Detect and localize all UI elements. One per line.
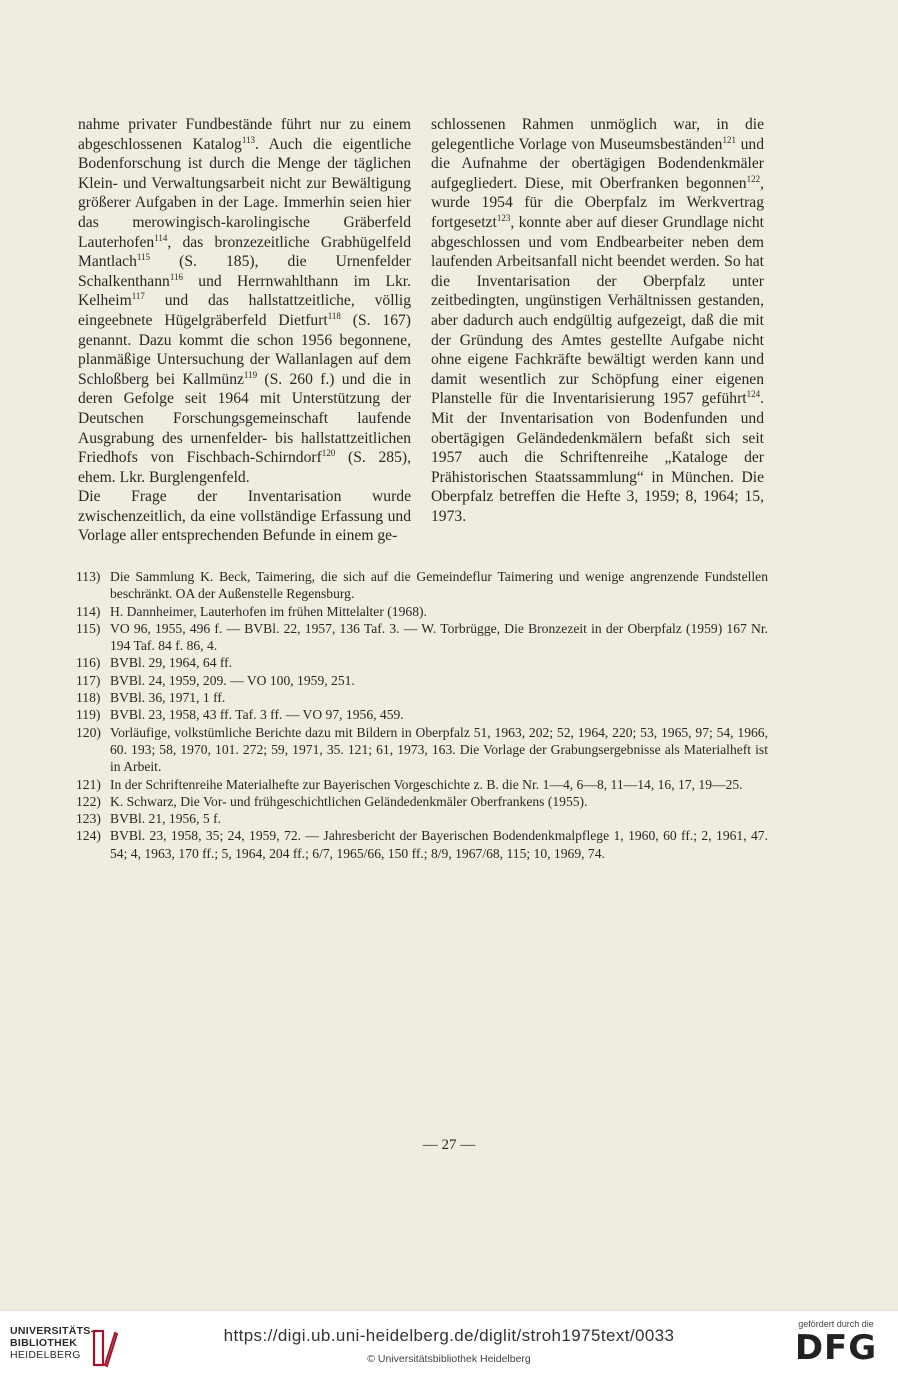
footnote-119	[76, 706, 768, 723]
footnote-123	[76, 810, 768, 827]
footnote-number: 123)	[76, 811, 101, 827]
footnote-text: K. Schwarz, Die Vor- und frühgeschichtlichen Geländedenkmäler Oberfrankens (1955).	[110, 793, 588, 809]
footnote-text: VO 96, 1955, 496 f. — BVBl. 22, 1957, 136 Taf. 3. — W. Torbrügge, Die Bronzezeit in der Oberpfalz (1959) 167 Nr. 194 Taf. 84 f. 86, 4.	[110, 620, 768, 654]
dfg-logo: DFG	[794, 1328, 878, 1368]
text-run: (S. 185), die Urnenfelder Schalkenthann	[78, 253, 411, 290]
text-run: (S. 285), ehem. Lkr. Burglengenfeld.	[78, 449, 411, 486]
footnote-number: 122)	[76, 793, 101, 809]
footnotes	[76, 568, 768, 862]
dfg-funding-badge[interactable]	[786, 1319, 886, 1375]
footnote-ref: 113	[241, 134, 256, 145]
dfg-label: gefördert durch die	[798, 1319, 874, 1329]
text-run: und das hallstattzeitliche, völlig eingeebnete Hügelgräberfeld Dietfurt	[78, 292, 411, 329]
footnote-number: 118)	[76, 690, 101, 706]
page-number: — 27 —	[422, 1137, 476, 1153]
footnote-number: 115)	[76, 620, 101, 636]
footnote-ref: 116	[169, 271, 183, 282]
footnote-ref: 118	[327, 310, 341, 321]
footnote-116	[76, 654, 768, 671]
ub-logo-line: BIBLIOTHEK	[10, 1337, 78, 1349]
text-run: , das bronzezeitliche Grabhügelfeld Mantlach	[78, 233, 411, 271]
footnote-number: 119)	[76, 707, 101, 723]
footnote-text: BVBl. 36, 1971, 1 ff.	[110, 690, 226, 706]
ub-logo-line: HEIDELBERG	[10, 1349, 81, 1361]
footnote-ref: 119	[243, 369, 258, 380]
left-column	[78, 115, 411, 546]
footnote-124	[76, 827, 768, 862]
footnote-text: Vorläufige, volkstümliche Berichte dazu mit Bildern in Oberpfalz 51, 1963, 202; 52, 1964, 220; 53, 1965, 97; 54, 1966, 60. 193; 58, 1970, 101. 272; 59, 1971, 35. 121; 61, 1973, 163. Die Vorlage der Grabungsergebnisse als Materialheft ist in Arbeit.	[110, 724, 768, 775]
footnote-number: 121)	[76, 776, 101, 792]
footnote-ref: 120	[321, 448, 336, 459]
footnote-ref: 123	[496, 212, 511, 223]
right-column	[431, 115, 764, 526]
footnote-number: 124)	[76, 828, 101, 844]
footnote-text: BVBl. 21, 1956, 5 f.	[110, 811, 222, 827]
footnote-114	[76, 603, 768, 620]
text-run: nahme privater Fundbestände führt nur zu einem abgeschlossenen Katalog	[78, 116, 411, 153]
footnote-ref: 115	[136, 252, 151, 263]
footnote-122	[76, 793, 768, 810]
footnote-115	[76, 620, 768, 655]
footnote-117	[76, 672, 768, 689]
left-paragraph-2: Die Frage der Inventarisation wurde zwischenzeitlich, da eine vollständige Erfassung und Vorlage aller entsprechenden Befunde in einem ge-	[78, 488, 411, 545]
footnote-text: H. Dannheimer, Lauterhofen im frühen Mittelalter (1968).	[110, 603, 427, 619]
footnote-121	[76, 776, 768, 793]
footnote-text: BVBl. 23, 1958, 35; 24, 1959, 72. — Jahresbericht der Bayerischen Bodendenkmalpflege 1, 1960, 60 ff.; 2, 1961, 47. 54; 4, 1963, 170 ff.; 5, 1964, 204 ff.; 6/7, 1965/66, 150 ff.; 8/9, 1967/68, 115; 10, 1969, 74.	[110, 828, 768, 861]
footnote-ref: 124	[746, 389, 761, 400]
right-paragraph-1	[431, 115, 764, 526]
text-run: und die Aufnahme der obertägigen Bodendenkmäler aufgegliedert. Diese, mit Oberfranken begonnen	[431, 135, 764, 192]
footnote-number: 120)	[76, 724, 101, 740]
footnote-number: 117)	[76, 672, 101, 688]
footnote-number: 114)	[76, 603, 101, 619]
viewer-footer	[0, 1310, 898, 1379]
permalink-url[interactable]: https://digi.ub.uni-heidelberg.de/diglit/stroh1975text/0033	[223, 1326, 675, 1345]
footnote-ref: 114	[154, 232, 168, 243]
left-paragraph-1	[78, 115, 411, 487]
text-run: . Mit der Inventarisation von Bodenfunden und obertägigen Geländedenkmälern befaßt sich seit 1957 auch die Schriftenreihe „Kataloge der Prähistorischen Staatssammlung“ in München. Die Oberpfalz betreffen die Hefte 3, 1959; 8, 1964; 15, 1973.	[431, 390, 764, 525]
footnote-number: 113)	[76, 569, 101, 584]
footnote-text: BVBl. 23, 1958, 43 ff. Taf. 3 ff. — VO 97, 1956, 459.	[110, 707, 404, 723]
text-run: , wurde 1954 für die Oberpfalz im Werkvertrag fortgesetzt	[431, 174, 764, 231]
footnote-text: BVBl. 29, 1964, 64 ff.	[110, 655, 233, 671]
footnote-120	[76, 724, 768, 776]
footnote-number: 116)	[76, 655, 101, 671]
ub-logo-line: UNIVERSITÄTS-	[10, 1325, 95, 1337]
footnote-113	[76, 568, 768, 603]
text-run: und Herrnwahlthann im Lkr. Kelheim	[78, 272, 411, 310]
footnote-ref: 117	[131, 291, 145, 302]
text-run: , konnte aber auf dieser Grundlage nicht abgeschlossen und vom Endbearbeiter neben dem laufenden Arbeitsanfall nicht beendet werden. So hat die Inventarisation der Oberpfalz unter zeitbedingten, ungünstigen Verhältnissen gestanden, aber dadurch auch endgültig aufgezeigt, daß die mit der Gründung des Amtes gestellte Aufgabe nicht ohne eigene Fachkräfte bewältigt werden kann und damit wesentlich zur Schöpfung einer eigenen Planstelle für die Inventarisierung 1957 geführt	[431, 213, 764, 408]
footnote-ref: 121	[722, 134, 736, 145]
footnote-text: BVBl. 24, 1959, 209. — VO 100, 1959, 251.	[110, 672, 355, 688]
copyright-notice: © Universitätsbibliothek Heidelberg	[367, 1353, 531, 1365]
text-run: . Auch die eigentliche Bodenforschung ist durch die Menge der täglichen Klein- und Verwaltungsarbeit nicht zur Bewältigung größerer Aufgaben in der Lage. Immerhin seien hier das merowingisch-karolingische Gräberfeld Lauterhofen	[78, 135, 412, 251]
footnote-118	[76, 689, 768, 706]
footnote-text: Die Sammlung K. Beck, Taimering, die sich auf die Gemeindeflur Taimering und wenige angrenzende Fundstellen beschränkt. OA der Außenstelle Regensburg.	[110, 569, 768, 602]
footnote-ref: 122	[746, 173, 761, 184]
text-run: schlossenen Rahmen unmöglich war, in die gelegentliche Vorlage von Museumsbeständen	[431, 116, 764, 153]
footnote-text: In der Schriftenreihe Materialhefte zur Bayerischen Vorgeschichte z. B. die Nr. 1—4, 6—8, 11—14, 16, 17, 19—25.	[110, 776, 743, 792]
text-run: (S. 167) genannt. Dazu kommt die schon 1956 begonnene, planmäßige Untersuchung der Wallanlagen auf dem Schloßberg bei Kallmünz	[78, 311, 411, 388]
text-run: (S. 260 f.) und die in deren Gefolge seit 1964 mit Unterstützung der Deutschen Forschungsgemeinschaft laufende Ausgrabung des urnenfelder- bis hallstattzeitlichen Friedhofs von Fischbach-Schirndorf	[78, 370, 411, 467]
